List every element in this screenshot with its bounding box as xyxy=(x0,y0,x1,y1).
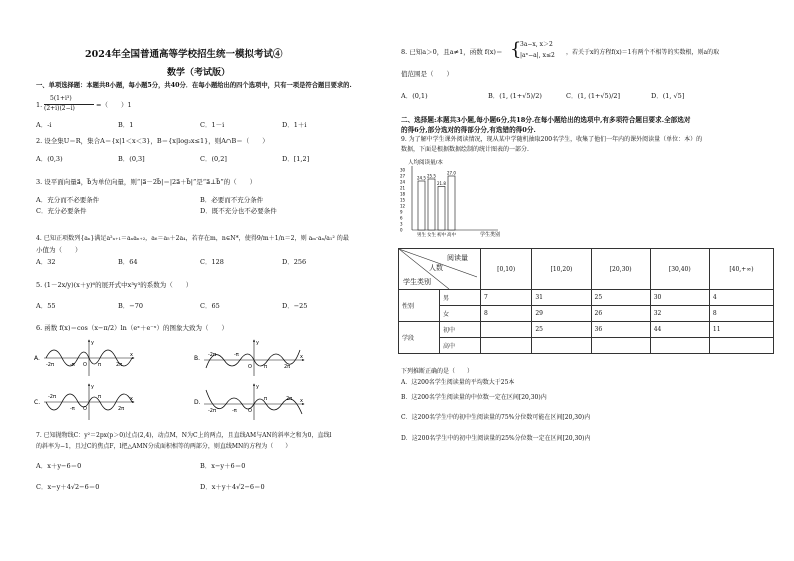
table-cell: 36 xyxy=(591,322,650,338)
table-cell: 32 xyxy=(650,306,709,322)
q6-c-tick-neg2pi: -2π xyxy=(48,394,56,400)
q6-graph-d xyxy=(194,384,304,420)
table-cell: 11 xyxy=(709,322,773,338)
q8-case-1: 3a−x, x＞2 xyxy=(520,41,553,48)
y-tick-label: 12 xyxy=(400,203,406,209)
q1-option-a: A．-i xyxy=(36,121,52,129)
section-2-heading: 二、选择题:本题共3小题,每小题6分,共18分.在每小题给出的选项中,有多项符合题目要求.全部选对 xyxy=(401,116,691,124)
q6-b-axis-y: y xyxy=(256,340,259,346)
q7-option-d: D．x＋y＋4√2−6＝0 xyxy=(200,483,265,491)
q2-option-b: B．(0,3] xyxy=(118,155,145,163)
category-label: 初中 xyxy=(437,233,446,238)
section-1-heading: 一、单项选择题：本题共8小题，每小题5分，共40分．在每小题给出的四个选项中，只有一项是符合题目要求的. xyxy=(36,82,352,89)
bar-1 xyxy=(428,179,435,230)
q6-c-axis-y: y xyxy=(91,384,94,390)
q1-stem-post: =（ ）1 xyxy=(96,101,132,109)
y-tick-label: 15 xyxy=(400,197,406,203)
table-cell: 8 xyxy=(709,306,773,322)
q9-option-a: A．这200名学生阅读量的平均数大于25本 xyxy=(401,379,515,386)
q6-d-tick-2pi: 2π xyxy=(286,396,293,402)
q8-brace: { xyxy=(510,39,522,60)
q2-option-d: D．[1,2] xyxy=(282,155,310,163)
table-cell xyxy=(481,322,532,338)
q6-b-tick-negpi: -π xyxy=(234,352,239,358)
range-2: [20,30) xyxy=(591,249,650,290)
bar-value-label: 21.8 xyxy=(437,180,446,186)
q3-option-c: C．充分必要条件 xyxy=(36,207,87,215)
q6-d-tick-neg2pi: -2π xyxy=(208,408,216,414)
q9-option-b: B．这200名学生阅读量的中位数一定在区间[20,30)内 xyxy=(401,394,547,401)
q6-a-tick-o: O xyxy=(83,362,87,368)
q4-stem-cont: 小值为（ ） xyxy=(36,246,82,254)
y-tick-label: 6 xyxy=(400,215,403,221)
q6-c-axis-x: x xyxy=(130,396,133,402)
q5-option-a: A．55 xyxy=(36,302,56,310)
q6-a-tick-2pi: 2π xyxy=(116,362,123,368)
q6-d-axis-y: y xyxy=(256,384,259,390)
row-label: 初中 xyxy=(440,322,481,338)
table-row-header: 学生类别 xyxy=(403,278,431,286)
y-tick-label: 0 xyxy=(400,227,403,233)
q9-bar-chart xyxy=(398,158,513,238)
q6-label-b: B. xyxy=(194,355,201,362)
q8-stem-cont: 值范围是（ ） xyxy=(401,70,453,78)
q6-b-tick-neg2pi: -2π xyxy=(208,352,216,358)
q6-b-axis-x: x xyxy=(300,354,303,360)
bar-3 xyxy=(448,176,455,230)
q8-option-d: D．(1, √5] xyxy=(651,92,685,100)
table-col-header: 阅读量 xyxy=(447,254,468,262)
y-tick-label: 27 xyxy=(400,173,406,179)
q6-b-tick-2pi: 2π xyxy=(284,364,291,370)
y-tick-label: 18 xyxy=(400,191,406,197)
table-cell xyxy=(709,338,773,354)
q6-a-axis-x: x xyxy=(130,352,133,358)
q1-option-c: C．1－i xyxy=(200,121,225,129)
table-cell: 7 xyxy=(481,290,532,306)
table-cell xyxy=(532,338,591,354)
q6-a-axis-y: y xyxy=(91,340,94,346)
table-cell: 29 xyxy=(532,306,591,322)
q6-b-tick-o: O xyxy=(248,364,252,370)
category-label: 高中 xyxy=(447,233,456,238)
q7-stem: 7. 已知抛物线C：y²＝2px(p＞0)过点(2,4)，动点M，N为C上的两点，且直线AM与AN的斜率之和为0，直线l xyxy=(36,432,332,439)
q4-option-a: A．32 xyxy=(36,258,56,266)
row-label: 高中 xyxy=(440,338,481,354)
q1-option-d: D．1＋i xyxy=(282,121,307,129)
table-cell xyxy=(591,338,650,354)
q8-stem-pre: 8. 已知a＞0，且a≠1，函数 f(x)＝ xyxy=(401,48,503,56)
q7-stem-cont: 的斜率为−1，且过C的焦点F，l把△AMN分成面积相等的两部分，则直线MN的方程为（ ） xyxy=(36,443,292,450)
q3-stem: 3. 设平面向量a⃗，b⃗为单位向量，则“|a⃗－2b⃗|＝|2a⃗＋b⃗|”是“a⃗⊥b⃗”的（ ） xyxy=(36,178,257,186)
q8-stem-post: ，若关于x的方程f(x)＝1有两个不相等的实数根，则a的取 xyxy=(566,49,720,56)
y-tick-label: 30 xyxy=(400,167,406,173)
table-cell: 25 xyxy=(532,322,591,338)
table-cell: 25 xyxy=(591,290,650,306)
exam-title: 2024年全国普通高等学校招生统一模拟考试④ xyxy=(85,49,283,60)
q4-option-b: B．64 xyxy=(118,258,138,266)
table-corner-mid: 人数 xyxy=(429,264,443,272)
q7-option-b: B．x−y＋6＝0 xyxy=(200,462,246,470)
q6-c-tick-pi: π xyxy=(98,394,102,400)
q9-stem-cont: 数据，下面是根据数据绘制的统计图表的一部分. xyxy=(401,146,529,153)
q9-option-d: D．这200名学生中的初中生阅读量的25%分位数一定在区间[20,30)内 xyxy=(401,435,591,442)
q9-data-table xyxy=(398,248,774,354)
bar-value-label: 24.5 xyxy=(417,175,426,181)
range-1: [10,20) xyxy=(532,249,591,290)
q9-judge: 下列推断正确的是（ ） xyxy=(401,368,474,375)
q6-label-c: C. xyxy=(34,399,41,406)
range-3: [30,40) xyxy=(650,249,709,290)
row-label: 女 xyxy=(440,306,481,322)
q4-option-d: D．256 xyxy=(282,258,307,266)
q6-d-axis-x: x xyxy=(300,398,303,404)
q6-b-tick-pi: π xyxy=(264,364,268,370)
q9-option-c: C．这200名学生中的初中生阅读量的75%分位数可能在区间[20,30)内 xyxy=(401,414,591,421)
q8-option-b: B．(1, (1+√5)/2) xyxy=(488,92,542,100)
q8-option-c: C．(1, (1+√5)/2] xyxy=(566,92,621,100)
chart-x-label: 学生类别 xyxy=(480,232,501,238)
q5-stem: 5. (1－2x/y)(x＋y)⁶的展开式中x³y³的系数为（ ） xyxy=(36,281,193,289)
q1-denominator: (2+i)(2−i) xyxy=(44,105,75,112)
q6-graph-c xyxy=(34,384,134,420)
table-cell xyxy=(650,338,709,354)
q9-stem: 9. 为了解中学生课外阅读情况，现从某中学随机抽取200名学生，收集了他们一年内的课外阅读量（单位：本）的 xyxy=(401,136,703,143)
q3-option-b: B．必要而不充分条件 xyxy=(200,196,264,204)
q7-option-a: A．x＋y−6＝0 xyxy=(36,462,82,470)
q6-c-tick-negpi: -π xyxy=(70,406,75,412)
range-0: [0,10) xyxy=(481,249,532,290)
category-label: 女生 xyxy=(427,233,436,238)
group-stage: 学段 xyxy=(399,322,440,354)
y-tick-label: 9 xyxy=(400,209,403,215)
bar-value-label: 25.5 xyxy=(427,173,436,179)
chart-title: 人均阅读量/本 xyxy=(408,160,443,166)
y-tick-label: 21 xyxy=(400,185,406,191)
q6-c-tick-2pi: 2π xyxy=(118,406,125,412)
bar-value-label: 27.0 xyxy=(447,170,456,176)
table-cell: 44 xyxy=(650,322,709,338)
table-corner xyxy=(399,249,481,290)
y-tick-label: 3 xyxy=(400,221,403,227)
table-cell: 4 xyxy=(709,290,773,306)
q6-a-tick-pi: π xyxy=(98,362,102,368)
q6-d-tick-o: O xyxy=(248,408,252,414)
y-tick-label: 24 xyxy=(400,179,406,185)
q3-option-a: A．充分而不必要条件 xyxy=(36,196,100,204)
q1-numerator: 5(1+i³) xyxy=(50,95,72,102)
q3-option-d: D．既不充分也不必要条件 xyxy=(200,207,277,215)
bar-2 xyxy=(438,186,445,230)
q5-option-c: C．65 xyxy=(200,302,220,310)
section-2-heading-cont: 的得6分,部分选对的得部分分,有选错的得0分. xyxy=(401,126,536,134)
q6-a-tick-negpi: -π xyxy=(70,362,75,368)
q6-graph-options xyxy=(34,338,334,422)
exam-subtitle: 数学（考试版） xyxy=(167,68,231,78)
q6-graph-a xyxy=(34,340,134,376)
q6-graph-b xyxy=(194,340,304,376)
q2-option-a: A．(0,3) xyxy=(36,155,63,163)
range-4: [40,+∞) xyxy=(709,249,773,290)
q6-label-d: D. xyxy=(194,399,201,406)
q6-label-a: A. xyxy=(34,355,40,362)
q5-option-d: D．−25 xyxy=(282,302,308,310)
q6-d-tick-negpi: -π xyxy=(232,408,237,414)
category-label: 男生 xyxy=(417,233,426,238)
q2-option-c: C．(0,2] xyxy=(200,155,227,163)
q6-c-tick-o: O xyxy=(83,406,87,412)
table-cell: 26 xyxy=(591,306,650,322)
q4-option-c: C．128 xyxy=(200,258,224,266)
row-label: 男 xyxy=(440,290,481,306)
q6-a-tick-neg2pi: -2π xyxy=(46,362,54,368)
q2-stem: 2. 设全集U＝R，集合A＝{x|1＜x＜3}，B＝{x|log₂x≤1}，则A∩B＝（ ） xyxy=(36,137,269,145)
q8-case-2: |aˣ−a|, x≤2 xyxy=(520,52,555,59)
table-cell: 8 xyxy=(481,306,532,322)
table-cell: 30 xyxy=(650,290,709,306)
group-gender: 性别 xyxy=(399,290,440,322)
q8-option-a: A．(0,1) xyxy=(401,92,428,100)
table-cell: 31 xyxy=(532,290,591,306)
q7-option-c: C．x−y＋4√2−6＝0 xyxy=(36,483,100,491)
q1-stem-pre: 1. xyxy=(36,101,43,109)
q1-option-b: B．1 xyxy=(118,121,134,129)
q5-option-b: B．−70 xyxy=(118,302,143,310)
q6-d-tick-pi: π xyxy=(264,396,268,402)
q6-stem: 6. 函数 f(x)＝cos（x−π/2）ln（eˣ＋e⁻ˣ）的图象大致为（ ） xyxy=(36,324,228,332)
table-cell xyxy=(481,338,532,354)
q4-stem: 4. 已知正项数列{aₙ}满足a²ₙ₊₁＝aₙaₙ₊₂，a₆＝a₅＋2a₄，若存在m，n∈N*，使得9/m＋1/n＝2，则 aₘ·aₙ/a₁² 的最 xyxy=(36,235,349,242)
bar-0 xyxy=(418,181,425,230)
